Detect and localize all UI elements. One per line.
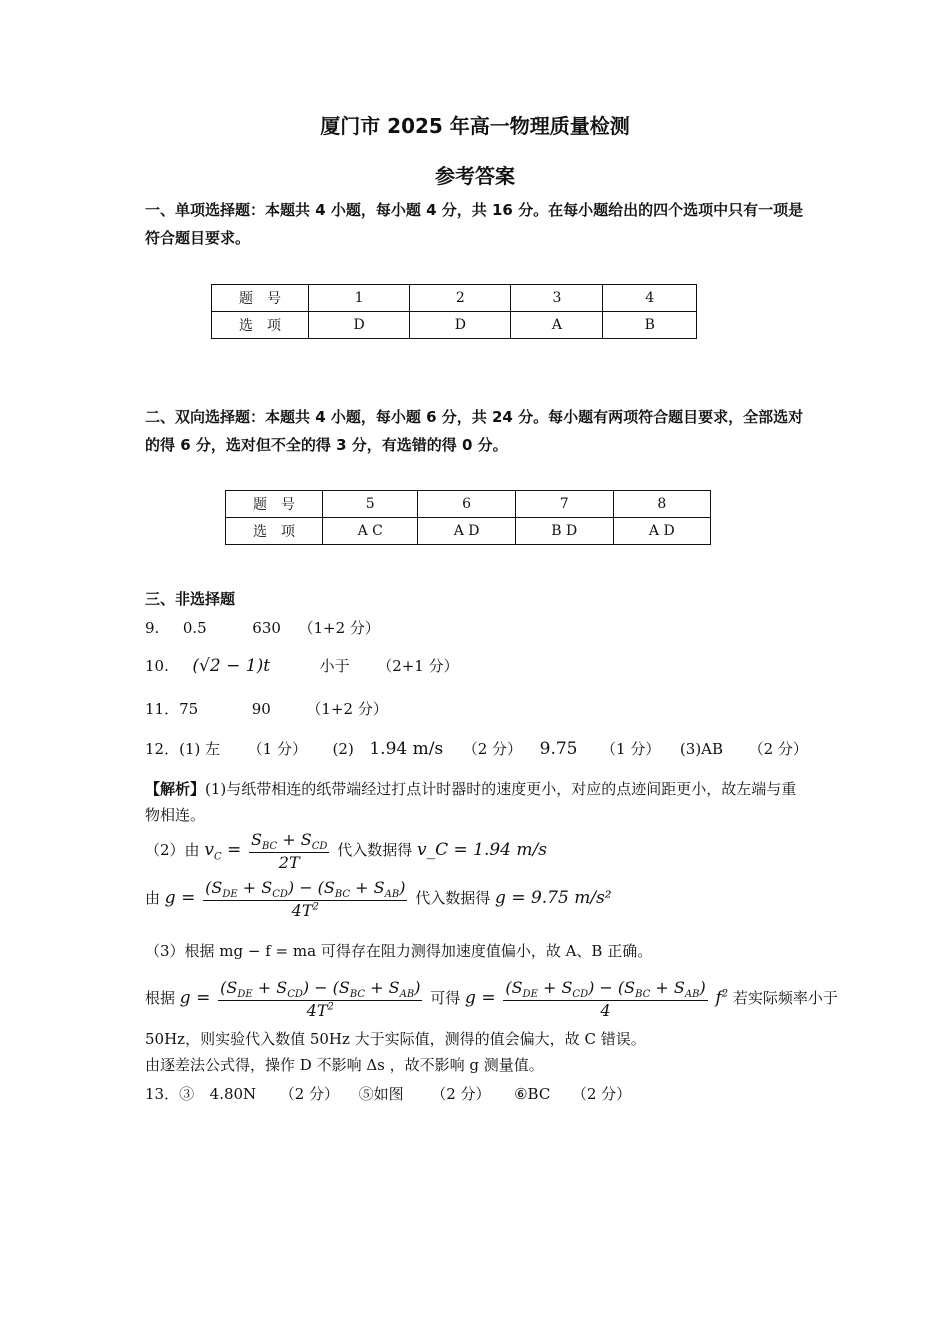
analysis-frequency-formula: 根据 g = $\frac{(S_{DE} + S_{CD}) - (S_{BC} + S_{AB})}{4T^2}$ 可得 g = $\frac{(S_{DE} + S_{CD}) - (S_{BC} + S_{AB})}{4}$ $f^2$ 若实际频率小于: [145, 978, 838, 1021]
analysis-text: （2）由: [145, 841, 200, 860]
score-note: （1+2 分）: [298, 619, 380, 637]
section2-heading: 二、双向选择题：本题共 4 小题，每小题 6 分，共 24 分。每小题有两项符合题目要求，全部选对的得 6 分，选对但不全的得 3 分，有选错的得 0 分。: [145, 408, 804, 454]
answer-value: 小于: [319, 657, 350, 675]
page-subtitle: 参考答案: [435, 164, 515, 188]
section1-heading: 一、单项选择题：本题共 4 小题，每小题 4 分，共 16 分。在每小题给出的四个选项中只有一项是符合题目要求。: [145, 201, 804, 247]
score-note: （1+2 分）: [306, 700, 388, 718]
row-label: 题 号: [212, 285, 309, 312]
question-number: 4: [603, 285, 697, 312]
page-title: 厦门市 2025 年高一物理质量检测: [320, 114, 630, 138]
answer-cell: A D: [418, 518, 515, 545]
score-note: （2 分）: [571, 1085, 632, 1103]
question-number: 8: [613, 491, 710, 518]
question-number: 1: [309, 285, 410, 312]
question-number: 2: [410, 285, 511, 312]
gravity-result: g = 9.75 m/s²: [495, 888, 612, 909]
answer-cell: A C: [323, 518, 418, 545]
analysis-tag: 【解析】: [145, 780, 206, 798]
table-row: [226, 518, 711, 545]
table-row: [226, 491, 711, 518]
answer-cell: D: [309, 312, 410, 339]
answer-cell: B D: [515, 518, 613, 545]
gravity-fraction-frequency: $\frac{(S_{DE} + S_{CD}) - (S_{BC} + S_{AB})}{4}$: [505, 978, 706, 1021]
table-row: [212, 285, 697, 312]
question-number: 9.: [145, 619, 160, 637]
question-number: 5: [323, 491, 418, 518]
answer-value: ⑥BC: [514, 1085, 551, 1103]
answer-value: ⑤如图: [358, 1085, 404, 1103]
analysis-text: 若实际频率小于: [732, 989, 838, 1008]
answer-cell: D: [410, 312, 511, 339]
answer-value: 0.5: [182, 619, 207, 637]
row-label: 题 号: [226, 491, 323, 518]
answer-cell: A: [511, 312, 603, 339]
analysis-paragraph-1: [145, 776, 810, 828]
part-1-answer: 12．(1) 左: [145, 740, 221, 758]
gravity-fraction-period: $\frac{(S_{DE} + S_{CD}) - (S_{BC} + S_{AB})}{4T^2}$: [220, 978, 421, 1021]
analysis-text: 根据: [145, 989, 176, 1008]
question-10-answer: [145, 655, 459, 677]
score-note: （2 分）: [279, 1085, 340, 1103]
question-number: 6: [418, 491, 515, 518]
score-note: （2+1 分）: [377, 657, 459, 675]
answer-value: 90: [251, 700, 271, 718]
analysis-gravity-formula: 由 g = $\frac{(S_{DE} + S_{CD}) - (S_{BC} + S_{AB})}{4T^2}$ 代入数据得 g = 9.75 m/s²: [145, 878, 612, 921]
score-note: （2 分）: [748, 740, 808, 758]
analysis-paragraph-4: 50Hz，则实验代入数值 50Hz 大于实际值，测得的值会偏大，故 C 错误。: [145, 1030, 646, 1048]
velocity-result: v_C = 1.94 m/s: [416, 840, 547, 861]
answer-cell: B: [603, 312, 697, 339]
analysis-paragraph-5: 由逐差法公式得，操作 D 不影响 Δs ，故不影响 g 测量值。: [145, 1056, 544, 1074]
analysis-text: 代入数据得: [415, 889, 491, 908]
analysis-text: 代入数据得: [337, 841, 413, 860]
question-13-answer: [145, 1083, 631, 1105]
section1-answer-table: [211, 284, 697, 339]
gravity-answer: 9.75: [539, 739, 578, 759]
score-note: （2 分）: [462, 740, 523, 758]
question-number: 10.: [145, 657, 169, 675]
score-note: （1 分）: [601, 740, 661, 758]
answer-cell: A D: [613, 518, 710, 545]
analysis-text: 可得: [430, 989, 461, 1008]
question-9-answer: [145, 617, 380, 639]
score-note: （2 分）: [431, 1085, 491, 1103]
answer-value: 4.80N: [209, 1085, 257, 1103]
analysis-velocity-formula: （2）由 $v_C$ = $\frac{S_{BC} + S_{CD}}{2T}$ 代入数据得 v_C = 1.94 m/s: [145, 830, 547, 873]
section3-heading: 三、非选择题: [145, 590, 236, 608]
velocity-fraction: $\frac{S_{BC} + S_{CD}}{2T}$: [251, 830, 328, 873]
gravity-fraction: $\frac{(S_{DE} + S_{CD}) - (S_{BC} + S_{AB})}{4T^2}$: [205, 878, 406, 921]
question-number: 7: [515, 491, 613, 518]
answer-value: 630: [252, 619, 281, 637]
part-3-answer: (3)AB: [679, 740, 724, 758]
answer-expression: (√2 − 1)t: [192, 656, 271, 676]
section2-answer-table: [225, 490, 711, 545]
score-note: （1 分）: [247, 740, 307, 758]
question-number: 13．③: [145, 1085, 195, 1103]
part-2-label: (2): [332, 740, 354, 758]
row-label: 选 项: [226, 518, 323, 545]
table-row: [212, 312, 697, 339]
analysis-text: 由: [145, 889, 161, 908]
velocity-answer: 1.94 m/s: [369, 739, 444, 759]
analysis-text: (1)与纸带相连的纸带端经过打点计时器时的速度更小，对应的点迹间距更小，故左端与重物相连。: [145, 780, 797, 824]
analysis-paragraph-3: （3）根据 mg − f = ma 可得存在阻力测得加速度值偏小，故 A、B 正确。: [145, 942, 653, 960]
row-label: 选 项: [212, 312, 309, 339]
question-number-and-answer: 11．75: [145, 700, 199, 718]
question-12-answer: [145, 738, 808, 760]
question-11-answer: [145, 698, 388, 720]
question-number: 3: [511, 285, 603, 312]
